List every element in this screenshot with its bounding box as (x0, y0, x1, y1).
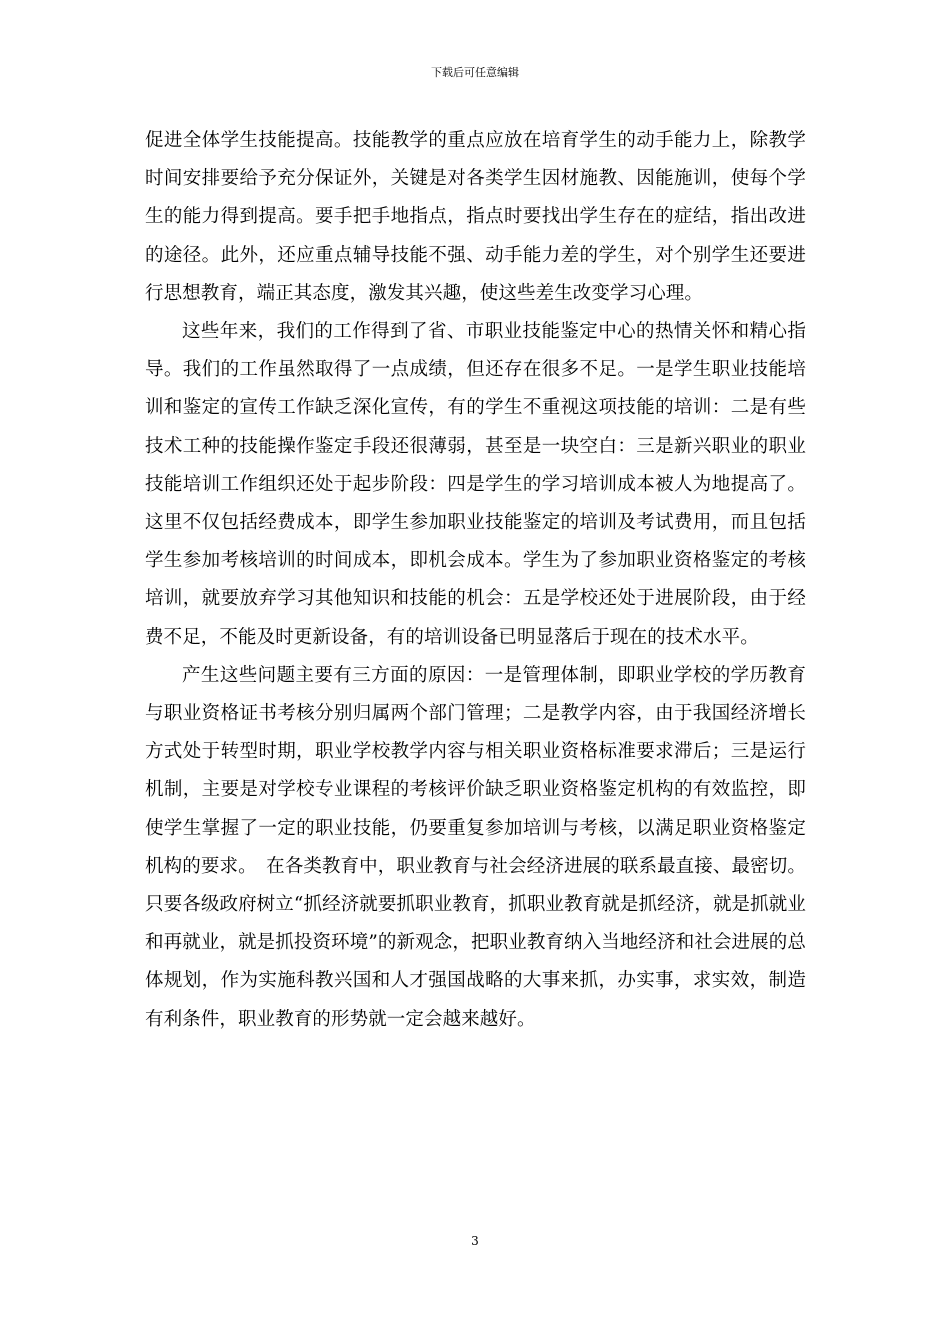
document-body (145, 122, 806, 1039)
paragraph-1: 促进全体学生技能提高。技能教学的重点应放在培育学生的动手能力上，除教学时间安排要给予充分保证外，关键是对各类学生因材施教、因能施训，使每个学生的能力得到提高。要手把手地指点，指点时要找出学生存在的症结，指出改进的途径。此外，还应重点辅导技能不强、动手能力差的学生，对个别学生还要进行思想教育，端正其态度，激发其兴趣，使这些差生改变学习心理。 (145, 130, 806, 304)
page-header: 下载后可任意编辑 (431, 66, 519, 79)
paragraph-3: 产生这些问题主要有三方面的原因：一是管理体制，即职业学校的学历教育与职业资格证书考核分别归属两个部门管理；二是教学内容，由于我国经济增长方式处于转型时期，职业学校教学内容与相关职业资格标准要求滞后；三是运行机制，主要是对学校专业课程的考核评价缺乏职业资格鉴定机构的有效监控，即使学生掌握了一定的职业技能，仍要重复参加培训与考核，以满足职业资格鉴定机构的要求。 在各类教育中，职业教育与社会经济进展的联系最直接、最密切。只要各级政府树立“抓经济就要抓职业教育，抓职业教育就是抓经济，就是抓就业和再就业，就是抓投资环境”的新观念，把职业教育纳入当地经济和社会进展的总体规划，作为实施科教兴国和人才强国战略的大事来抓，办实事，求实效，制造有利条件，职业教育的形势就一定会越来越好。 (145, 664, 806, 1030)
page-number: 3 (471, 1234, 479, 1248)
paragraph-2: 这些年来，我们的工作得到了省、市职业技能鉴定中心的热情关怀和精心指导。我们的工作虽然取得了一点成绩，但还存在很多不足。一是学生职业技能培训和鉴定的宣传工作缺乏深化宣传，有的学生不重视这项技能的培训：二是有些技术工种的技能操作鉴定手段还很薄弱，甚至是一块空白：三是新兴职业的职业技能培训工作组织还处于起步阶段：四是学生的学习培训成本被人为地提高了。这里不仅包括经费成本，即学生参加职业技能鉴定的培训及考试费用，而且包括学生参加考核培训的时间成本，即机会成本。学生为了参加职业资格鉴定的考核培训，就要放弃学习其他知识和技能的机会：五是学校还处于进展阶段，由于经费不足，不能及时更新设备，有的培训设备已明显落后于现在的技术水平。 (145, 321, 806, 648)
